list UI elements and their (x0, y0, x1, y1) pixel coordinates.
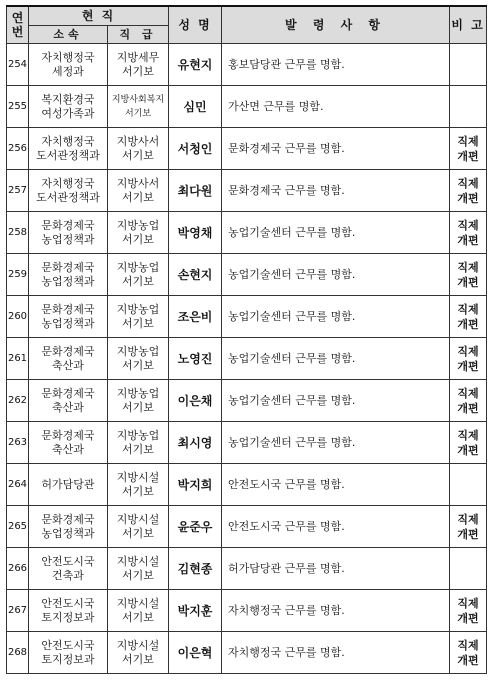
grade-line: 서기보 (124, 108, 152, 119)
row-order: 가산면 근무를 명함. (222, 86, 450, 128)
note-line: 직제 (457, 302, 479, 316)
department-line: 자치행정국 (41, 50, 95, 64)
note-line: 개편 (457, 401, 479, 415)
department-line: 세정과 (52, 64, 84, 78)
table-row (7, 212, 487, 254)
row-grade (108, 464, 169, 506)
row-note (450, 422, 487, 464)
row-name: 조은비 (169, 296, 222, 338)
header-grade: 직 급 (108, 26, 169, 44)
row-department (29, 548, 108, 590)
grade-line: 지방농업 (116, 218, 160, 232)
row-grade (108, 380, 169, 422)
grade-line: 지방농업 (116, 386, 160, 400)
row-number: 258 (7, 212, 29, 254)
grade-line: 서기보 (122, 484, 154, 498)
table-row (7, 380, 487, 422)
table-row (7, 338, 487, 380)
row-number: 256 (7, 128, 29, 170)
row-number: 267 (7, 590, 29, 632)
department-line: 도서관정책과 (36, 148, 100, 162)
row-order: 농업기술센터 근무를 명함. (222, 212, 450, 254)
department-line: 문화경제국 (41, 386, 95, 400)
grade-line: 지방시설 (116, 638, 160, 652)
department-line: 자치행정국 (41, 134, 95, 148)
note-line: 개편 (457, 191, 479, 205)
row-number: 255 (7, 86, 29, 128)
header-name: 성 명 (169, 6, 222, 44)
grade-line: 지방농업 (116, 302, 160, 316)
row-name: 최시영 (169, 422, 222, 464)
grade-line: 지방시설 (116, 554, 160, 568)
row-name: 이은혁 (169, 632, 222, 674)
table-row (7, 254, 487, 296)
table-row (7, 422, 487, 464)
row-department (29, 464, 108, 506)
row-department (29, 212, 108, 254)
row-name: 유현지 (169, 44, 222, 86)
row-number: 266 (7, 548, 29, 590)
row-name: 최다원 (169, 170, 222, 212)
header-number-line-2: 번 (11, 25, 24, 39)
row-department (29, 254, 108, 296)
row-grade (108, 86, 169, 128)
grade-line: 지방시설 (116, 470, 160, 484)
note-line: 직제 (457, 176, 479, 190)
row-department (29, 296, 108, 338)
header-department: 소속 (29, 26, 108, 44)
row-name: 노영진 (169, 338, 222, 380)
table-row (7, 548, 487, 590)
department-line: 여성가족과 (41, 106, 95, 120)
grade-line: 서기보 (122, 64, 154, 78)
note-line: 직제 (457, 134, 479, 148)
row-grade (108, 44, 169, 86)
row-order: 농업기술센터 근무를 명함. (222, 338, 450, 380)
row-number: 254 (7, 44, 29, 86)
grade-line: 지방시설 (116, 512, 160, 526)
note-line: 개편 (457, 359, 479, 373)
row-grade (108, 170, 169, 212)
row-grade (108, 506, 169, 548)
row-note (450, 464, 487, 506)
row-number: 262 (7, 380, 29, 422)
table-row (7, 590, 487, 632)
department-line: 농업정책과 (41, 316, 95, 330)
row-number: 260 (7, 296, 29, 338)
grade-line: 서기보 (122, 190, 154, 204)
row-order: 홍보담당관 근무를 명함. (222, 44, 450, 86)
row-order: 농업기술센터 근무를 명함. (222, 254, 450, 296)
department-line: 토지정보과 (41, 610, 95, 624)
row-name: 박영채 (169, 212, 222, 254)
grade-line: 지방시설 (116, 596, 160, 610)
row-number: 265 (7, 506, 29, 548)
row-order: 문화경제국 근무를 명함. (222, 170, 450, 212)
note-line: 개편 (457, 527, 479, 541)
department-line: 농업정책과 (41, 526, 95, 540)
grade-line: 지방농업 (116, 344, 160, 358)
grade-line: 지방사회복지 (111, 94, 165, 105)
row-grade (108, 632, 169, 674)
table-row (7, 128, 487, 170)
department-line: 건축과 (52, 568, 84, 582)
row-number: 257 (7, 170, 29, 212)
header-order: 발 령 사 항 (222, 6, 450, 44)
department-line: 문화경제국 (41, 344, 95, 358)
grade-line: 서기보 (122, 274, 154, 288)
row-grade (108, 254, 169, 296)
grade-line: 서기보 (122, 148, 154, 162)
table-row (7, 632, 487, 674)
grade-line: 지방농업 (116, 428, 160, 442)
department-line: 토지정보과 (41, 652, 95, 666)
row-order: 농업기술센터 근무를 명함. (222, 422, 450, 464)
grade-line: 서기보 (122, 400, 154, 414)
table-row (7, 170, 487, 212)
note-line: 개편 (457, 611, 479, 625)
row-order: 문화경제국 근무를 명함. (222, 128, 450, 170)
row-note (450, 338, 487, 380)
department-line: 농업정책과 (41, 274, 95, 288)
grade-line: 서기보 (122, 526, 154, 540)
table-header (7, 6, 487, 44)
note-line: 직제 (457, 260, 479, 274)
note-line: 개편 (457, 233, 479, 247)
header-current-position: 현 직 (29, 6, 169, 26)
department-line: 안전도시국 (41, 638, 95, 652)
row-note (450, 170, 487, 212)
note-line: 직제 (457, 386, 479, 400)
grade-line: 지방사서 (116, 134, 160, 148)
grade-line: 지방사서 (116, 176, 160, 190)
row-note (450, 506, 487, 548)
row-grade (108, 338, 169, 380)
note-line: 직제 (457, 218, 479, 232)
row-grade (108, 422, 169, 464)
row-department (29, 380, 108, 422)
row-note (450, 296, 487, 338)
department-line: 복지환경국 (41, 92, 95, 106)
row-order: 농업기술센터 근무를 명함. (222, 380, 450, 422)
grade-line: 서기보 (122, 232, 154, 246)
row-department (29, 590, 108, 632)
row-department (29, 506, 108, 548)
row-number: 263 (7, 422, 29, 464)
row-order: 자치행정국 근무를 명함. (222, 590, 450, 632)
table-row (7, 296, 487, 338)
department-line: 농업정책과 (41, 232, 95, 246)
table-row (7, 506, 487, 548)
department-line: 축산과 (52, 442, 84, 456)
department-line: 문화경제국 (41, 512, 95, 526)
row-grade (108, 128, 169, 170)
row-name: 이은채 (169, 380, 222, 422)
row-department (29, 338, 108, 380)
department-line: 안전도시국 (41, 596, 95, 610)
row-note (450, 86, 487, 128)
department-line: 문화경제국 (41, 302, 95, 316)
row-name: 박지훈 (169, 590, 222, 632)
row-note (450, 128, 487, 170)
note-line: 개편 (457, 443, 479, 457)
grade-line: 서기보 (122, 316, 154, 330)
row-note (450, 590, 487, 632)
department-line: 축산과 (52, 400, 84, 414)
note-line: 개편 (457, 149, 479, 163)
department-line: 문화경제국 (41, 218, 95, 232)
grade-line: 서기보 (122, 442, 154, 456)
row-grade (108, 296, 169, 338)
grade-line: 서기보 (122, 568, 154, 582)
note-line: 개편 (457, 653, 479, 667)
row-note (450, 212, 487, 254)
row-note (450, 632, 487, 674)
row-note (450, 254, 487, 296)
row-name: 김현종 (169, 548, 222, 590)
row-department (29, 422, 108, 464)
row-department (29, 632, 108, 674)
note-line: 직제 (457, 512, 479, 526)
row-number: 259 (7, 254, 29, 296)
row-department (29, 128, 108, 170)
table-row (7, 464, 487, 506)
header-note: 비 고 (450, 6, 487, 44)
row-note (450, 380, 487, 422)
note-line: 직제 (457, 638, 479, 652)
note-line: 개편 (457, 275, 479, 289)
note-line: 직제 (457, 344, 479, 358)
grade-line: 서기보 (122, 610, 154, 624)
row-department (29, 170, 108, 212)
header-number (7, 6, 29, 44)
row-order: 안전도시국 근무를 명함. (222, 506, 450, 548)
row-number: 261 (7, 338, 29, 380)
row-name: 손현지 (169, 254, 222, 296)
row-number: 264 (7, 464, 29, 506)
row-name: 심민 (169, 86, 222, 128)
grade-line: 지방세무 (116, 50, 160, 64)
row-grade (108, 212, 169, 254)
department-line: 안전도시국 (41, 554, 95, 568)
personnel-order-table (6, 5, 487, 674)
department-line: 도서관정책과 (36, 190, 100, 204)
table-row (7, 86, 487, 128)
header-number-line-1: 연 (11, 11, 24, 25)
row-order: 안전도시국 근무를 명함. (222, 464, 450, 506)
department-line: 자치행정국 (41, 176, 95, 190)
row-grade (108, 590, 169, 632)
grade-line: 지방농업 (116, 260, 160, 274)
row-name: 서청인 (169, 128, 222, 170)
row-name: 윤준우 (169, 506, 222, 548)
row-order: 농업기술센터 근무를 명함. (222, 296, 450, 338)
department-line: 문화경제국 (41, 428, 95, 442)
department-line: 허가담당관 (41, 477, 95, 491)
table-body (7, 44, 487, 674)
row-department (29, 86, 108, 128)
department-line: 축산과 (52, 358, 84, 372)
department-line: 문화경제국 (41, 260, 95, 274)
grade-line: 서기보 (122, 358, 154, 372)
note-line: 개편 (457, 317, 479, 331)
row-order: 자치행정국 근무를 명함. (222, 632, 450, 674)
row-order: 허가담당관 근무를 명함. (222, 548, 450, 590)
row-note (450, 44, 487, 86)
row-grade (108, 548, 169, 590)
note-line: 직제 (457, 428, 479, 442)
row-department (29, 44, 108, 86)
grade-line: 서기보 (122, 652, 154, 666)
table-row (7, 44, 487, 86)
row-note (450, 548, 487, 590)
row-number: 268 (7, 632, 29, 674)
row-name: 박지희 (169, 464, 222, 506)
note-line: 직제 (457, 596, 479, 610)
